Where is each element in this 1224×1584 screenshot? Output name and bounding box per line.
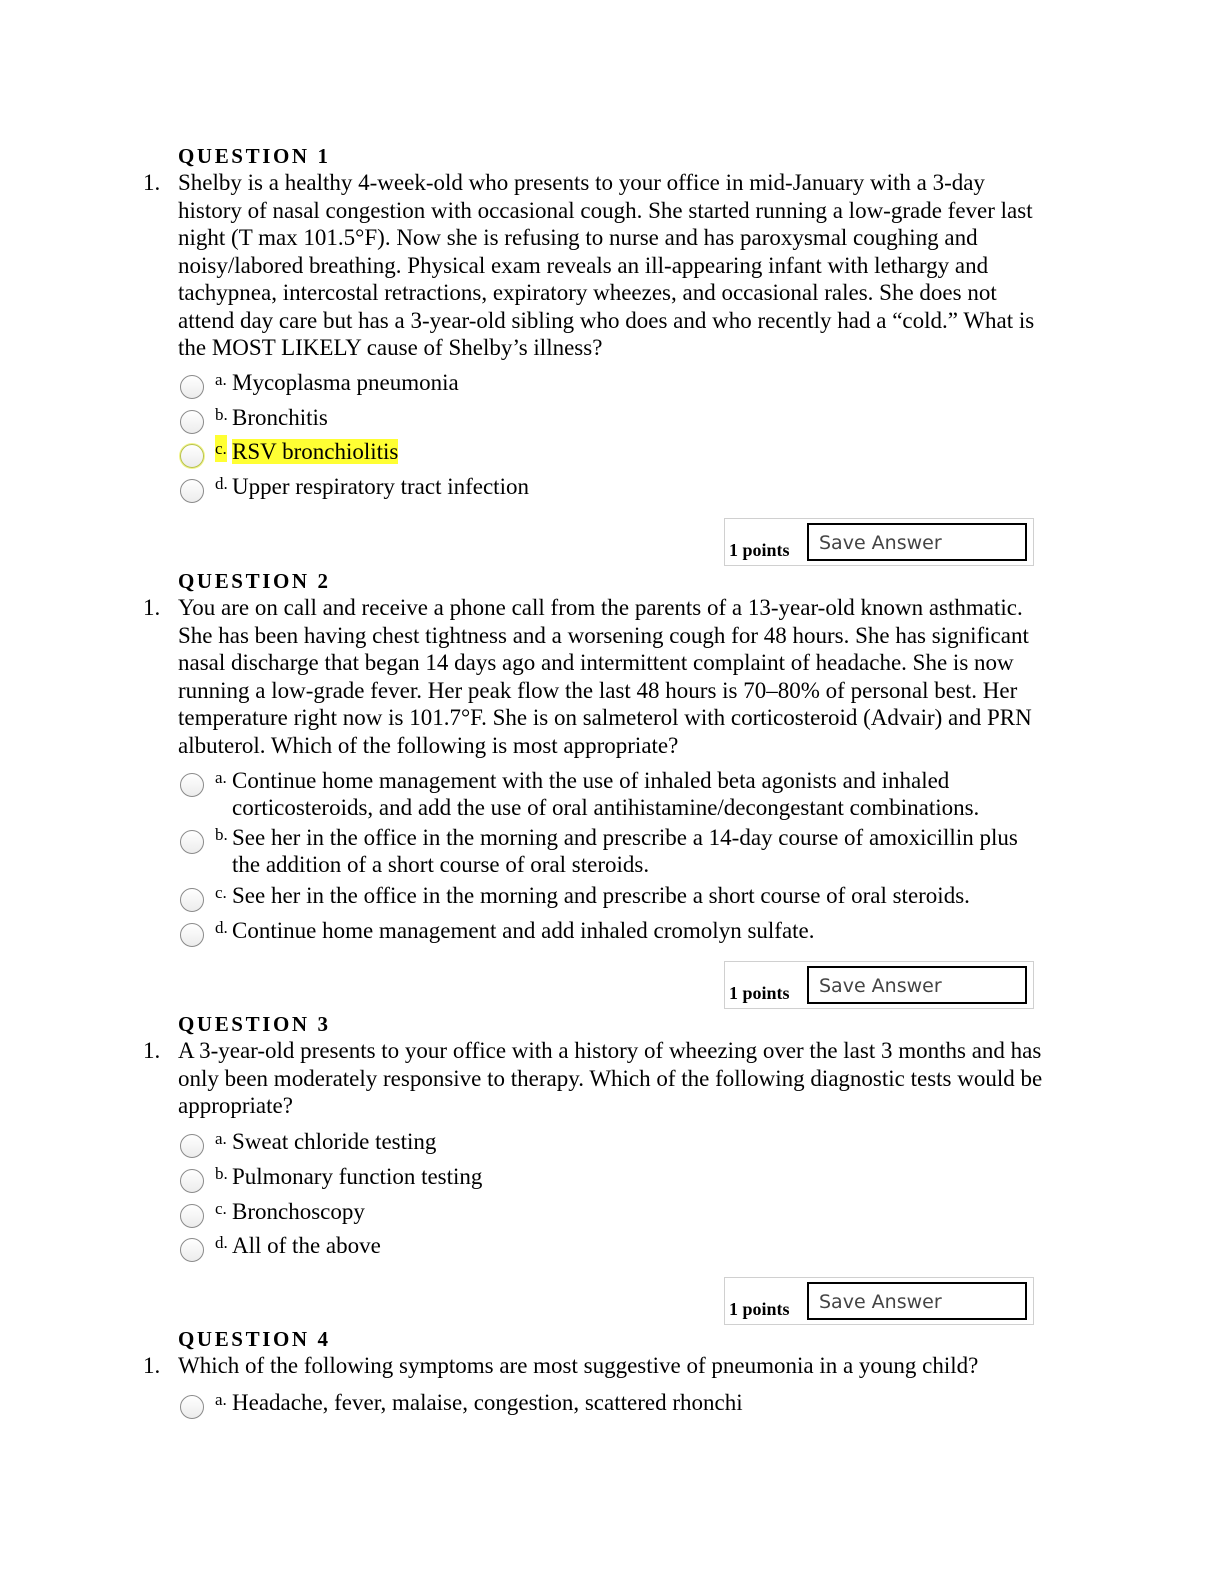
question-text: You are on call and receive a phone call from the parents of a 13-year-old known asthmatic. She has been having chest tightness and a worsening cough for 48 hours. She has significant nasal discharge that began 14 days ago and intermittent complaint of headache. She is now running a low-grade fever. Her peak flow the last 48 hours is 70–80% of personal best. Her temperature right now is 101.7°F. She is on salmeterol with corticosteroid (Advair) and PRN albuterol. Which of the following is most appropriate? bbox=[178, 595, 1032, 758]
option-letter: b. bbox=[215, 825, 228, 844]
points-label: 1 points bbox=[729, 983, 790, 1003]
question-title: QUESTION 2 bbox=[178, 569, 331, 593]
radio-button[interactable] bbox=[180, 1238, 204, 1262]
option-letter: c. bbox=[215, 1199, 227, 1218]
option-text: See her in the office in the morning and prescribe a 14-day course of amoxicillin plus the addition of a short course of oral steroids. bbox=[232, 825, 1018, 877]
answer-option-c[interactable] bbox=[180, 1198, 1030, 1225]
option-letter: d. bbox=[215, 1233, 228, 1252]
points-panel bbox=[724, 518, 1034, 566]
option-text: Headache, fever, malaise, congestion, scattered rhonchi bbox=[232, 1390, 743, 1415]
answer-option-a[interactable] bbox=[180, 1389, 1030, 1416]
radio-button[interactable] bbox=[180, 410, 204, 434]
answer-option-b[interactable] bbox=[180, 1163, 1030, 1190]
option-letter: b. bbox=[215, 1164, 228, 1183]
option-text: Continue home management with the use of inhaled beta agonists and inhaled corticosteroids, and add the use of oral antihistamine/decongestant combinations. bbox=[232, 768, 980, 820]
option-text: Bronchoscopy bbox=[232, 1199, 365, 1224]
radio-button[interactable] bbox=[180, 830, 204, 854]
answer-option-a[interactable] bbox=[180, 767, 1030, 821]
option-letter: c. bbox=[215, 883, 227, 902]
radio-button[interactable] bbox=[180, 888, 204, 912]
option-letter: d. bbox=[215, 474, 228, 493]
radio-button[interactable] bbox=[180, 375, 204, 399]
option-text-highlighted bbox=[232, 438, 1030, 465]
question-number: 1. bbox=[143, 595, 161, 620]
answer-option-a[interactable] bbox=[180, 1128, 1030, 1155]
points-panel bbox=[724, 961, 1034, 1009]
option-letter: b. bbox=[215, 405, 228, 424]
option-letter: a. bbox=[215, 1129, 227, 1148]
points-panel bbox=[724, 1277, 1034, 1325]
option-text: Mycoplasma pneumonia bbox=[232, 370, 459, 395]
question-number: 1. bbox=[143, 1353, 161, 1378]
question-title: QUESTION 4 bbox=[178, 1327, 331, 1351]
option-text: Continue home management and add inhaled cromolyn sulfate. bbox=[232, 918, 815, 943]
option-text: Pulmonary function testing bbox=[232, 1164, 483, 1189]
radio-button[interactable] bbox=[180, 1134, 204, 1158]
save-answer-button[interactable]: Save Answer bbox=[807, 1282, 1027, 1320]
option-letter: a. bbox=[215, 1390, 227, 1409]
question-text: A 3-year-old presents to your office with a history of wheezing over the last 3 months and has only been moderately responsive to therapy. Which of the following diagnostic tests would be appropriate? bbox=[178, 1038, 1043, 1118]
question-title: QUESTION 1 bbox=[178, 144, 331, 168]
answer-option-c[interactable] bbox=[180, 438, 1030, 465]
answer-option-d[interactable] bbox=[180, 1232, 1030, 1259]
option-letter: a. bbox=[215, 370, 227, 389]
radio-button[interactable] bbox=[180, 444, 204, 468]
answer-option-b[interactable] bbox=[180, 404, 1030, 431]
question-title: QUESTION 3 bbox=[178, 1012, 331, 1036]
points-label: 1 points bbox=[729, 1299, 790, 1319]
option-text: Bronchitis bbox=[232, 405, 328, 430]
answer-option-c[interactable] bbox=[180, 882, 1030, 909]
radio-button[interactable] bbox=[180, 1395, 204, 1419]
answer-option-a[interactable] bbox=[180, 369, 1030, 396]
option-text: Sweat chloride testing bbox=[232, 1129, 437, 1154]
save-answer-button[interactable]: Save Answer bbox=[807, 966, 1027, 1004]
answer-option-d[interactable] bbox=[180, 917, 1030, 944]
answer-option-d[interactable] bbox=[180, 473, 1030, 500]
question-number: 1. bbox=[143, 170, 161, 195]
answer-option-b[interactable] bbox=[180, 824, 1030, 878]
option-letter: a. bbox=[215, 768, 227, 787]
save-answer-button[interactable]: Save Answer bbox=[807, 523, 1027, 561]
highlighted-answer: RSV bronchiolitis bbox=[232, 439, 399, 464]
option-letter: d. bbox=[215, 918, 228, 937]
question-text: Which of the following symptoms are most suggestive of pneumonia in a young child? bbox=[178, 1353, 979, 1378]
radio-button[interactable] bbox=[180, 773, 204, 797]
option-text: Upper respiratory tract infection bbox=[232, 474, 529, 499]
radio-button[interactable] bbox=[180, 1204, 204, 1228]
question-number: 1. bbox=[143, 1038, 161, 1063]
radio-button[interactable] bbox=[180, 923, 204, 947]
points-label: 1 points bbox=[729, 540, 790, 560]
option-text: All of the above bbox=[232, 1233, 381, 1258]
option-letter: c. bbox=[215, 435, 227, 462]
option-text: See her in the office in the morning and prescribe a short course of oral steroids. bbox=[232, 883, 970, 908]
radio-button[interactable] bbox=[180, 1169, 204, 1193]
radio-button[interactable] bbox=[180, 479, 204, 503]
question-text: Shelby is a healthy 4-week-old who presents to your office in mid-January with a 3-day history of nasal congestion with occasional cough. She started running a low-grade fever last night (T max 101.5°F). Now she is refusing to nurse and has paroxysmal coughing and noisy/labored breathing. Physical exam reveals an ill-appearing infant with lethargy and tachypnea, intercostal retractions, expiratory wheezes, and occasional rales. She does not attend day care but has a 3-year-old sibling who does and who recently had a “cold.” What is the MOST LIKELY cause of Shelby’s illness? bbox=[178, 170, 1035, 360]
